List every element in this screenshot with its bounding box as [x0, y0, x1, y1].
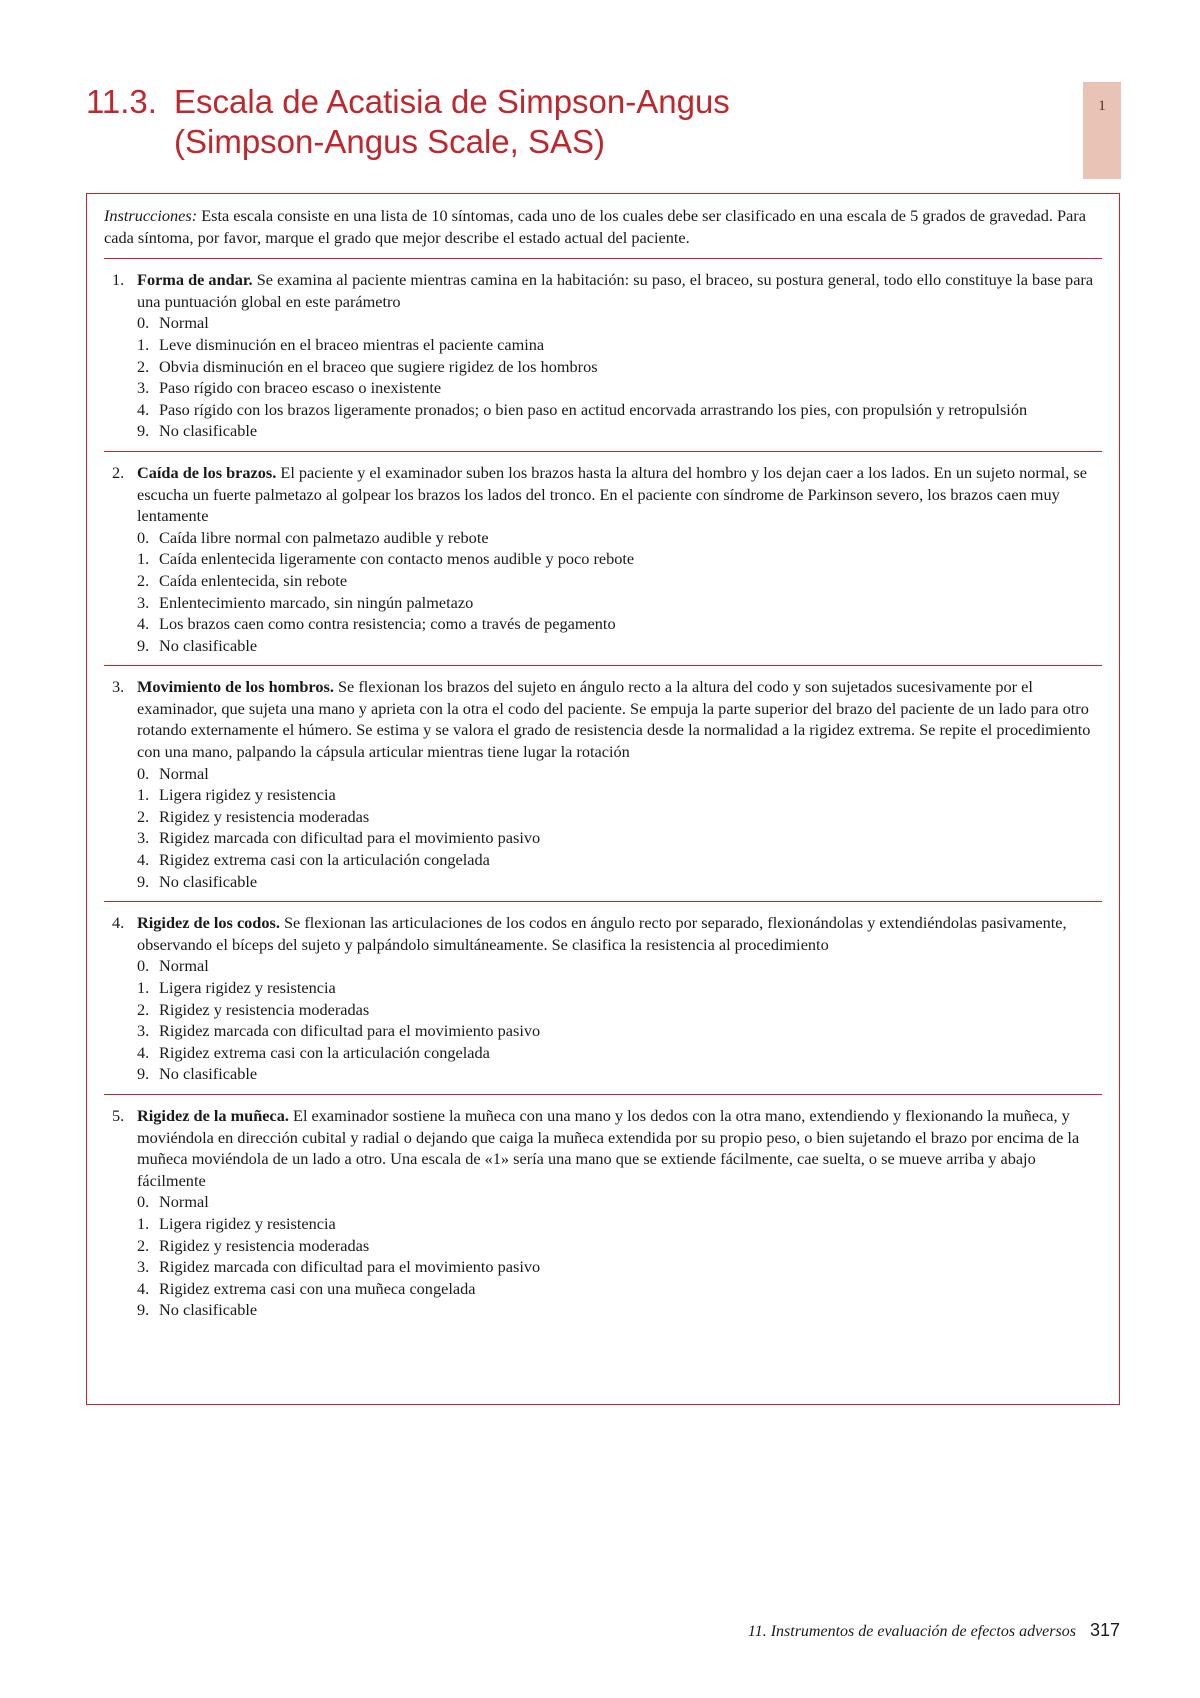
option-text: Rigidez extrema casi con una muñeca congelada [159, 1278, 476, 1298]
option-item [137, 849, 1102, 871]
option-list [104, 763, 1102, 893]
item-description: Se flexionan los brazos del sujeto en ángulo recto a la altura del codo y son sujetados sucesivamente por el examinador, que sujeta una mano y aprieta con la otra el codo del paciente. Se empuja la parte superior del brazo del paciente de un lado para otro rotando externamente el húmero. Se estima y se valora el grado de resistencia desde la normalidad a la rigidez extrema. Se repite el procedimiento con una mano, palpando la cápsula articular mientras tiene lugar la rotación [137, 677, 1091, 762]
item-heading [104, 912, 1102, 955]
option-score: 4. [137, 850, 150, 870]
items-list [87, 259, 1119, 1330]
option-text: Rigidez extrema casi con la articulación congelada [159, 1042, 490, 1062]
option-text: No clasificable [159, 871, 258, 891]
option-text: Normal [159, 1192, 209, 1212]
option-score: 4. [137, 614, 150, 634]
option-score: 0. [137, 763, 150, 783]
option-text: Leve disminución en el braceo mientras el paciente camina [159, 334, 545, 354]
option-list [104, 527, 1102, 657]
scale-box [86, 193, 1120, 1405]
option-score: 2. [137, 806, 150, 826]
option-item [137, 592, 1102, 614]
option-item [137, 527, 1102, 549]
option-score: 1. [137, 549, 150, 569]
option-item [137, 356, 1102, 378]
option-text: Caída enlentecida, sin rebote [159, 570, 348, 590]
option-score: 1. [137, 785, 150, 805]
option-item [137, 1299, 1102, 1321]
option-item [137, 827, 1102, 849]
page-footer [690, 1620, 1120, 1641]
option-item [137, 1191, 1102, 1213]
option-score: 9. [137, 1064, 150, 1084]
option-text: Rigidez extrema casi con la articulación congelada [159, 850, 490, 870]
option-text: Obvia disminución en el braceo que sugiere rigidez de los hombros [159, 356, 598, 376]
option-list [104, 312, 1102, 442]
item-name: Movimiento de los hombros. [137, 677, 334, 697]
item-name: Forma de andar. [137, 270, 253, 290]
item-number: 4. [112, 913, 125, 933]
option-text: Rigidez y resistencia moderadas [159, 999, 370, 1019]
option-score: 9. [137, 635, 150, 655]
option-item [137, 635, 1102, 657]
option-item [137, 334, 1102, 356]
option-item [137, 1063, 1102, 1085]
item-heading [104, 269, 1102, 312]
option-score: 3. [137, 378, 150, 398]
item-name: Rigidez de los codos. [137, 913, 280, 933]
chapter-tab-number: 1 [1098, 98, 1106, 114]
option-text: Paso rígido con braceo escaso o inexistente [159, 378, 442, 398]
option-score: 0. [137, 956, 150, 976]
item-number: 3. [112, 677, 125, 697]
item-number: 5. [112, 1105, 125, 1125]
option-score: 9. [137, 871, 150, 891]
option-item [137, 377, 1102, 399]
option-text: No clasificable [159, 635, 258, 655]
option-score: 4. [137, 1042, 150, 1062]
option-text: No clasificable [159, 1064, 258, 1084]
option-text: Normal [159, 763, 209, 783]
item-name: Caída de los brazos. [137, 462, 277, 482]
title-text-1: Escala de Acatisia de Simpson-Angus [174, 83, 730, 120]
item-number: 1. [112, 270, 125, 290]
instructions [104, 205, 1102, 259]
option-score: 2. [137, 356, 150, 376]
chapter-tab [1083, 82, 1121, 179]
scale-item [104, 259, 1102, 452]
option-score: 3. [137, 1257, 150, 1277]
option-item [137, 806, 1102, 828]
option-text: Los brazos caen como contra resistencia; como a través de pegamento [159, 614, 616, 634]
scale-item [104, 1095, 1102, 1330]
option-text: Rigidez y resistencia moderadas [159, 1235, 370, 1255]
item-heading [104, 676, 1102, 762]
scale-item [104, 902, 1102, 1095]
option-score: 3. [137, 1021, 150, 1041]
scale-item [104, 452, 1102, 666]
option-text: Rigidez marcada con dificultad para el movimiento pasivo [159, 1021, 541, 1041]
option-text: Ligera rigidez y resistencia [159, 1213, 336, 1233]
option-text: Caída libre normal con palmetazo audible y rebote [159, 527, 489, 547]
option-item [137, 1235, 1102, 1257]
option-score: 3. [137, 592, 150, 612]
option-item [137, 1278, 1102, 1300]
option-item [137, 1256, 1102, 1278]
option-score: 3. [137, 828, 150, 848]
instructions-text: Esta escala consiste en una lista de 10 síntomas, cada uno de los cuales debe ser clasificado en una escala de 5 grados de gravedad. Para cada síntoma, por favor, marque el grado que mejor describe el estado actual del paciente. [104, 206, 1086, 247]
option-text: No clasificable [159, 1300, 258, 1320]
option-score: 1. [137, 334, 150, 354]
option-item [137, 399, 1102, 421]
option-list [104, 955, 1102, 1085]
option-item [137, 570, 1102, 592]
option-text: Rigidez y resistencia moderadas [159, 806, 370, 826]
option-item [137, 763, 1102, 785]
scale-item [104, 666, 1102, 902]
option-item [137, 1213, 1102, 1235]
option-item [137, 548, 1102, 570]
option-item [137, 955, 1102, 977]
option-score: 4. [137, 399, 150, 419]
option-text: Ligera rigidez y resistencia [159, 785, 336, 805]
title-line-1 [86, 82, 986, 122]
option-score: 0. [137, 1192, 150, 1212]
page-number: 317 [1089, 1620, 1120, 1640]
option-score: 4. [137, 1278, 150, 1298]
option-item [137, 977, 1102, 999]
option-text: Enlentecimiento marcado, sin ningún palmetazo [159, 592, 474, 612]
item-description: El examinador sostiene la muñeca con una mano y los dedos con la otra mano, extendiendo y flexionando la muñeca, y moviéndola en dirección cubital y radial o dejando que caiga la muñeca extendida por su propio peso, o bien sujetando el brazo por encima de la muñeca moviéndola de un lado a otro. Una escala de «1» sería una mano que se extiende fácilmente, cae suelta, o se mueve arriba y abajo fácilmente [137, 1105, 1080, 1190]
option-list [104, 1191, 1102, 1321]
option-item [137, 312, 1102, 334]
option-score: 2. [137, 570, 150, 590]
item-heading [104, 462, 1102, 527]
item-description: El paciente y el examinador suben los brazos hasta la altura del hombro y los dejan caer a los lados. En un sujeto normal, se escucha un fuerte palmetazo al golpear los brazos los lados del tronco. En el paciente con síndrome de Parkinson severo, los brazos caen muy lentamente [137, 462, 1087, 526]
option-score: 1. [137, 978, 150, 997]
option-text: No clasificable [159, 421, 258, 441]
option-item [137, 420, 1102, 442]
footer-chapter: 11. Instrumentos de evaluación de efectos adversos [747, 1623, 1076, 1640]
option-text: Rigidez marcada con dificultad para el movimiento pasivo [159, 828, 541, 848]
option-text: Rigidez marcada con dificultad para el movimiento pasivo [159, 1257, 541, 1277]
option-text: Ligera rigidez y resistencia [159, 978, 336, 997]
option-item [137, 1020, 1102, 1042]
item-description: Se flexionan las articulaciones de los codos en ángulo recto por separado, flexionándolas y extendiéndolas pasivamente, observando el bíceps del sujeto y palpándolo simultáneamente. Se clasifica la resistencia al procedimiento [137, 913, 1067, 954]
page-title [86, 82, 986, 162]
option-score: 2. [137, 1235, 150, 1255]
option-item [137, 784, 1102, 806]
option-item [137, 1042, 1102, 1064]
option-score: 0. [137, 527, 150, 547]
option-score: 2. [137, 999, 150, 1019]
option-item [137, 613, 1102, 635]
item-heading [104, 1105, 1102, 1191]
option-text: Normal [159, 313, 209, 333]
option-score: 1. [137, 1213, 150, 1233]
option-item [137, 871, 1102, 893]
item-name: Rigidez de la muñeca. [137, 1105, 289, 1125]
section-number: 11.3. [86, 83, 157, 120]
item-description: Se examina al paciente mientras camina en la habitación: su paso, el braceo, su postura general, todo ello constituye la base para una puntuación global en este parámetro [137, 270, 1094, 311]
option-text: Paso rígido con los brazos ligeramente pronados; o bien paso en actitud encorvada arrastrando los pies, con propulsión y retropulsión [159, 399, 1028, 419]
instructions-label: Instrucciones: [104, 206, 198, 225]
item-number: 2. [112, 462, 125, 482]
option-text: Normal [159, 956, 209, 976]
option-score: 9. [137, 1300, 150, 1320]
title-line-2: (Simpson-Angus Scale, SAS) [174, 123, 606, 160]
option-text: Caída enlentecida ligeramente con contacto menos audible y poco rebote [159, 549, 635, 569]
option-item [137, 999, 1102, 1021]
option-score: 9. [137, 421, 150, 441]
option-score: 0. [137, 313, 150, 333]
